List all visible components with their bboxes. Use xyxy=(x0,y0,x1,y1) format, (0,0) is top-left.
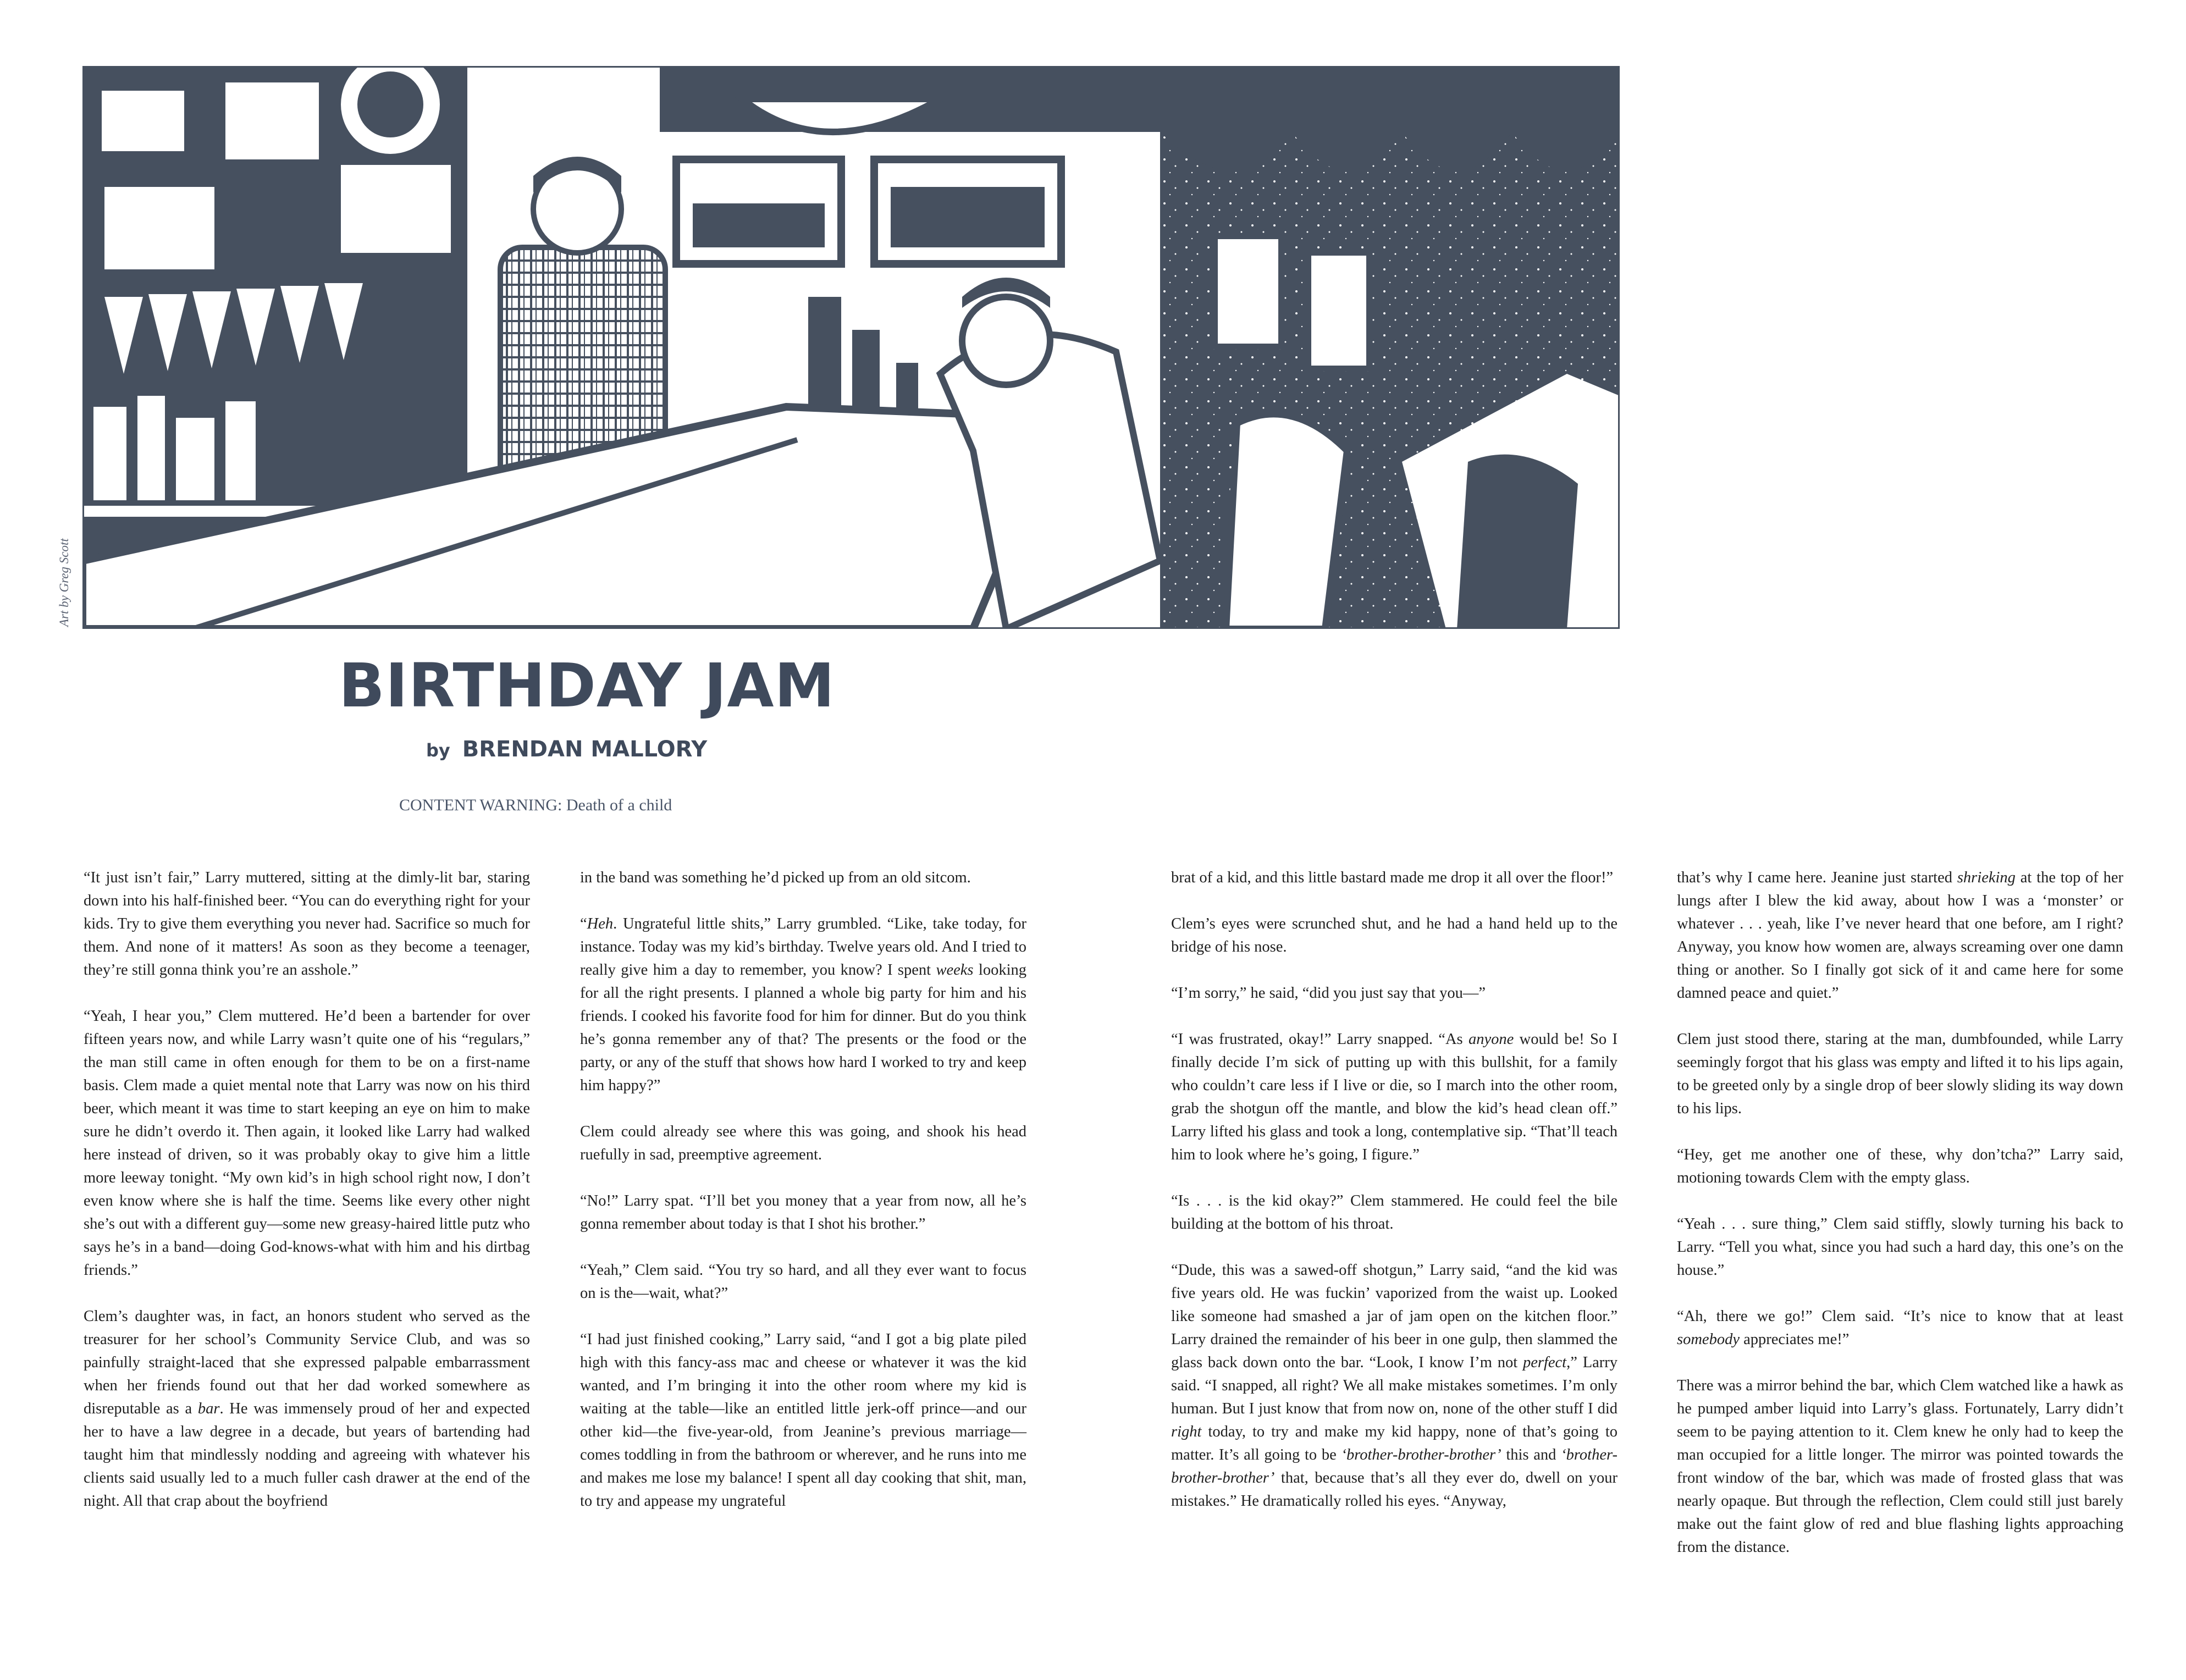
paragraph-text: “I was frustrated, okay!” Larry snapped. “As xyxy=(1171,1031,1469,1048)
paragraph-text: that, because that’s all they ever do, dwell on your mistakes.” He dramatically rolled his eyes. “Anyway, xyxy=(1171,1469,1618,1510)
paragraph-text: “Is . . . is the kid okay?” Clem stammered. He could feel the bile building at the bottom of his throat. xyxy=(1171,1192,1618,1233)
bar-scene-drawing xyxy=(82,66,1620,629)
content-warning: CONTENT WARNING: Death of a child xyxy=(399,796,672,814)
emphasis-text: shrieking xyxy=(1957,869,2016,886)
emphasis-text: Heh xyxy=(587,915,614,932)
paragraph-text: brat of a kid, and this little bastard made me drop it all over the floor!” xyxy=(1171,869,1614,886)
paragraph-text: “No!” Larry spat. “I’ll bet you money that a year from now, all he’s gonna remember about today is that I shot his brother.” xyxy=(580,1192,1026,1233)
paragraph-text: “Yeah,” Clem said. “You try so hard, and all they ever want to focus on is the—wait, what?” xyxy=(580,1262,1026,1302)
emphasis-text: ‘brother-brother-brother’ xyxy=(1171,1446,1618,1486)
paragraph xyxy=(1171,1028,1618,1167)
paragraph xyxy=(580,1190,1026,1236)
paragraph xyxy=(1677,866,2123,1005)
paragraph xyxy=(1171,982,1618,1005)
paragraph-text: “Dude, this was a sawed-off shotgun,” Larry said, “and the kid was five years old. He was fuckin’ vaporized from the waist up. Looked like someone had smashed a jar of jam open on the kitchen floor.” Larry drained the remainder of his beer in one gulp, then slammed the glass back down onto the bar. “Look, I know I’m not xyxy=(1171,1262,1618,1371)
paragraph-text: would be! So I finally decide I’m sick of putting up with this bullshit, for a family who couldn’t care less if I live or die, so I march into the other room, grab the shotgun off the mantle, and blow the kid’s head clean off.” Larry lifted his glass and took a long, contemplative sip. “That’ll teach him to look where he’s going, I figure.” xyxy=(1171,1031,1618,1163)
paragraph-text: looking for all the right presents. I planned a whole big party for him and his friends. I cooked his favorite food for him for dinner. But do you think he’s gonna remember any of that? The presents or the food or the party, or any of the stuff that shows how hard I worked to try and keep him happy?” xyxy=(580,961,1026,1094)
paragraph-text: Clem could already see where this was going, and shook his head ruefully in sad, preemptive agreement. xyxy=(580,1123,1026,1163)
text-column-1 xyxy=(84,866,530,1513)
emphasis-text: somebody xyxy=(1677,1331,1740,1348)
text-column-2 xyxy=(580,866,1026,1513)
paragraph xyxy=(580,1328,1026,1513)
paragraph-text: There was a mirror behind the bar, which Clem watched like a hawk as he pumped amber liquid into Larry’s glass. Fortunately, Larry didn’t seem to be paying attention to it. Clem knew he only had to keep the man occupied for a little longer. The mirror was pointed towards the front window of the bar, which was made of frosted glass that was nearly opaque. But through the reflection, Clem could still just barely make out the faint glow of red and blue flashing lights approaching from the distance. xyxy=(1677,1377,2123,1556)
paragraph-text: “It just isn’t fair,” Larry muttered, sitting at the dimly-lit bar, staring down into his half-finished beer. “You can do everything right for your kids. Try to give them everything you never had. Sacrifice so much for them. And none of it matters! As soon as they become a teenager, they’re still gonna think you’re an asshole.” xyxy=(84,869,530,979)
emphasis-text: ‘brother-brother-brother’ xyxy=(1341,1446,1502,1463)
paragraph xyxy=(1171,866,1618,889)
emphasis-text: anyone xyxy=(1469,1031,1514,1048)
paragraph-text: that’s why I came here. Jeanine just started xyxy=(1677,869,1957,886)
emphasis-text: perfect xyxy=(1522,1354,1567,1371)
paragraph xyxy=(1171,913,1618,959)
paragraph xyxy=(84,1305,530,1513)
paragraph-text: in the band was something he’d picked up from an old sitcom. xyxy=(580,869,971,886)
paragraph-text: Clem just stood there, staring at the man, dumbfounded, while Larry seemingly forgot that his glass was empty and lifted it to his lips again, to be greeted only by a single drop of beer slowly sliding its way down to his lips. xyxy=(1677,1031,2123,1117)
paragraph xyxy=(1677,1143,2123,1190)
byline-by: by xyxy=(426,740,450,761)
paragraph-text: this and xyxy=(1501,1446,1561,1463)
author-name: BRENDAN MALLORY xyxy=(462,737,708,762)
paragraph xyxy=(580,866,1026,889)
paragraph-text: . Ungrateful little shits,” Larry grumbled. “Like, take today, for instance. Today was my kid’s birthday. Twelve years old. And I tried to really give him a day to remember, you know? I spent xyxy=(580,915,1026,979)
paragraph-text: “Ah, there we go!” Clem said. “It’s nice to know that at least xyxy=(1677,1308,2123,1325)
paragraph-text: “I had just finished cooking,” Larry said, “and I got a big plate piled high with this fancy-ass mac and cheese or whatever it was the kid wanted, and I’m bringing it into the other room where my kid is waiting at the table—like an entitled little jerk-off prince—and our other kid—the five-year-old, from Jeanine’s previous marriage—comes toddling in from the bathroom or wherever, and he runs into me and makes me lose my balance! I spent all day cooking that shit, man, to try and appease my ungrateful xyxy=(580,1331,1026,1510)
paragraph xyxy=(580,1120,1026,1167)
paragraph-text: at the top of her lungs after I blew the kid away, about how I was a ‘monster’ or whatever . . . yeah, like I’ve never heard that one before, am I right? Anyway, you know how women are, always screaming over one damn thing or another. So I finally got sick of it and came here for some damned peace and quiet.” xyxy=(1677,869,2123,1002)
bar-illustration xyxy=(82,66,1620,629)
paragraph xyxy=(580,913,1026,1097)
paragraph xyxy=(84,1005,530,1282)
paragraph-text: “I’m sorry,” he said, “did you just say that you—” xyxy=(1171,985,1486,1002)
text-column-4 xyxy=(1677,866,2123,1559)
paragraph xyxy=(84,866,530,982)
paragraph-text: Clem’s daughter was, in fact, an honors student who served as the treasurer for her school’s Community Service Club, and was so painfully straight-laced that she expressed palpable embarrassment when her friends found out that her dad worked somewhere as disreputable as a xyxy=(84,1308,530,1417)
story-title: BIRTHDAY JAM xyxy=(339,650,836,721)
paragraph-text: “Hey, get me another one of these, why don’tcha?” Larry said, motioning towards Clem with the empty glass. xyxy=(1677,1146,2123,1186)
byline xyxy=(426,737,707,762)
emphasis-text: bar xyxy=(197,1400,220,1417)
paragraph xyxy=(1677,1213,2123,1282)
paragraph-text: “Yeah, I hear you,” Clem muttered. He’d been a bartender for over fifteen years now, and while Larry wasn’t quite one of his “regulars,” the man still came in often enough for them to be on a first-name basis. Clem made a quiet mental note that Larry was now on his third beer, which meant it was time to start keeping an eye on him to make sure he didn’t overdo it. Then again, it looked like Larry had walked here instead of driven, so it was probably okay to give him a little more leeway tonight. “My own kid’s in high school right now, I don’t even know where she is half the time. Seems like every other night she’s out with a different guy—some new greasy-haired little putz who says he’s in a band—doing God-knows-what with him and his dirtbag friends.” xyxy=(84,1008,530,1279)
paragraph xyxy=(1677,1374,2123,1559)
paragraph xyxy=(1171,1190,1618,1236)
art-credit: Art by Greg Scott xyxy=(57,538,71,627)
paragraph-text: “ xyxy=(580,915,587,932)
paragraph-text: “Yeah . . . sure thing,” Clem said stiffly, slowly turning his back to Larry. “Tell you what, since you had such a hard day, this one’s on the house.” xyxy=(1677,1215,2123,1279)
paragraph-text: . He was immensely proud of her and expected her to have a law degree in a decade, but years of bartending had taught him that mindlessly nodding and agreeing with whatever his clients said usually led to a much fuller cash drawer at the end of the night. All that crap about the boyfriend xyxy=(84,1400,530,1510)
paragraph xyxy=(1677,1028,2123,1120)
paragraph xyxy=(580,1259,1026,1305)
paragraph xyxy=(1677,1305,2123,1351)
text-column-3 xyxy=(1171,866,1618,1513)
paragraph-text: Clem’s eyes were scrunched shut, and he had a hand held up to the bridge of his nose. xyxy=(1171,915,1618,955)
emphasis-text: weeks xyxy=(936,961,974,979)
paragraph-text: appreciates me!” xyxy=(1739,1331,1850,1348)
paragraph-text: today, to try and make my kid happy, none of that’s going to matter. It’s all going to be xyxy=(1171,1423,1618,1463)
paragraph-text: ,” Larry said. “I snapped, all right? We all make mistakes sometimes. I’m only human. But I just know that from now on, none of the other stuff I did xyxy=(1171,1354,1618,1417)
emphasis-text: right xyxy=(1171,1423,1202,1440)
paragraph xyxy=(1171,1259,1618,1513)
